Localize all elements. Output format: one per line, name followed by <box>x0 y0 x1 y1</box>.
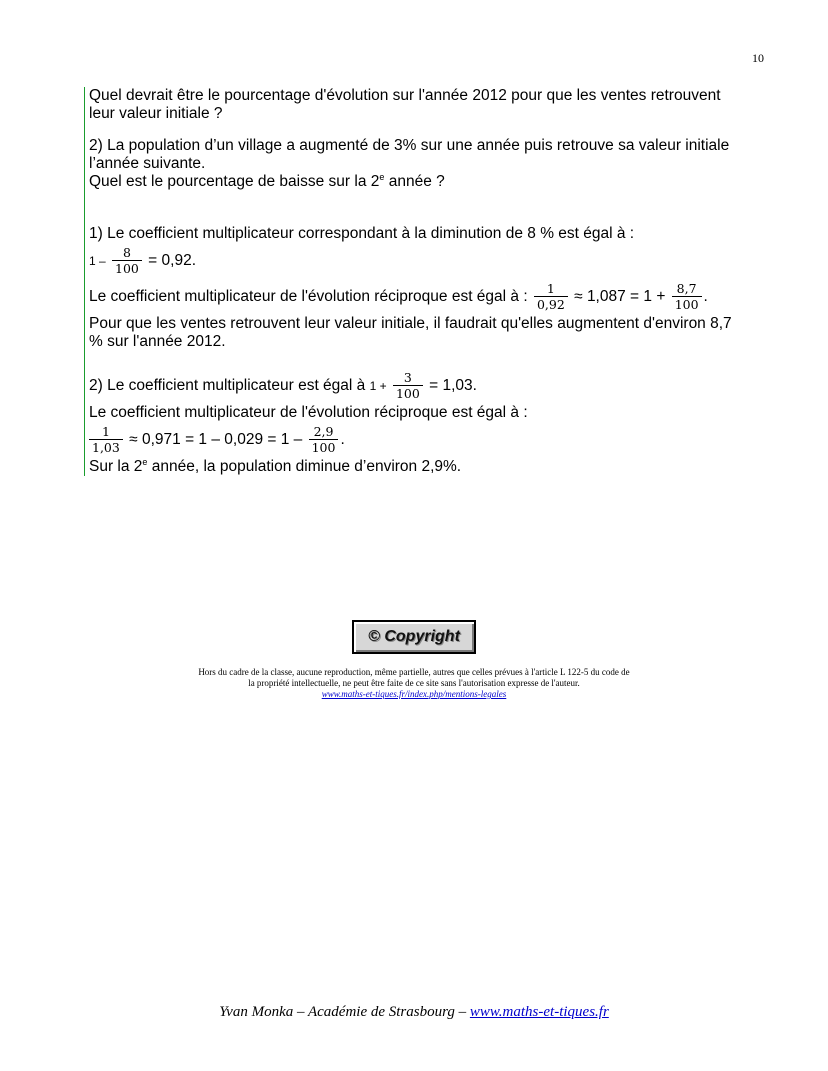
denominator: 100 <box>311 440 336 456</box>
solution-1-reciprocal <box>89 279 779 315</box>
solution-2-line: Le coefficient multiplicateur de l'évolution réciproque est égal à : <box>89 404 528 421</box>
text: année, la population diminue d’environ 2,9%. <box>147 458 462 475</box>
copyright-block <box>0 620 828 654</box>
exercise-content <box>84 87 779 476</box>
question-line: leur valeur initiale ? <box>89 105 223 122</box>
text: ≈ 1,087 = 1 + <box>574 288 666 305</box>
solution-2-reciprocal <box>87 422 779 458</box>
footer-link[interactable]: www.maths-et-tiques.fr <box>469 1004 609 1020</box>
text: 2) Le coefficient multiplicateur est égal à <box>89 377 366 394</box>
copyright-badge: © Copyright <box>352 620 476 654</box>
superscript: e <box>142 457 148 467</box>
legal-line: la propriété intellectuelle, ne peut être faite de ce site sans l'autorisation expresse de l'auteur. <box>248 678 580 688</box>
text: . <box>703 288 708 305</box>
text: . <box>340 431 345 448</box>
text: = 1,03. <box>429 377 477 394</box>
denominator: 100 <box>674 297 699 313</box>
numerator: 1 <box>89 424 123 440</box>
question-2-line: l’année suivante. <box>89 155 206 172</box>
fraction <box>393 370 423 401</box>
solution-1-line: Pour que les ventes retrouvent leur valeur initiale, il faudrait qu'elles augmentent d'environ 8,7 <box>89 315 732 332</box>
question-line: Quel devrait être le pourcentage d'évolution sur l'année 2012 pour que les ventes retrouvent <box>89 87 721 104</box>
page-number: 10 <box>752 51 764 65</box>
page-footer <box>0 1004 828 1021</box>
legal-line: Hors du cadre de la classe, aucune reproduction, même partielle, autres que celles prévues à l'article L 122-5 du code de <box>198 667 630 677</box>
numerator: 2,9 <box>309 424 339 440</box>
denominator: 100 <box>115 261 139 277</box>
text: Quel est le pourcentage de baisse sur la 2 <box>89 173 380 190</box>
numerator: 3 <box>393 370 423 386</box>
legal-notice <box>0 667 828 700</box>
fraction <box>309 424 339 455</box>
solution-1-formula <box>89 243 779 279</box>
solution-2-line <box>89 458 779 476</box>
fraction <box>112 245 142 276</box>
fraction <box>534 281 568 312</box>
text: 1 + <box>369 379 387 393</box>
footer-author: Yvan Monka – Académie de Strasbourg – <box>219 1004 470 1020</box>
solution-2-formula <box>89 368 779 404</box>
text: Le coefficient multiplicateur de l'évolution réciproque est égal à : <box>89 288 528 305</box>
fraction <box>672 281 702 312</box>
denominator: 1,03 <box>92 440 120 456</box>
text: = 0,92. <box>148 252 197 269</box>
superscript: e <box>379 172 385 182</box>
numerator: 8,7 <box>672 281 702 297</box>
question-2-line <box>89 173 779 191</box>
solution-1-line: % sur l'année 2012. <box>89 333 226 350</box>
legal-link[interactable]: www.maths-et-tiques.fr/index.php/mentions-legales <box>321 689 507 699</box>
numerator: 8 <box>112 245 142 261</box>
fraction <box>89 424 123 455</box>
text: 1 – <box>89 254 106 268</box>
denominator: 0,92 <box>536 297 565 313</box>
text: Sur la 2 <box>89 458 143 475</box>
numerator: 1 <box>534 281 568 297</box>
solution-1-line: 1) Le coefficient multiplicateur correspondant à la diminution de 8 % est égal à : <box>89 225 635 242</box>
denominator: 100 <box>395 386 420 402</box>
question-2-line: 2) La population d’un village a augmenté de 3% sur une année puis retrouve sa valeur initiale <box>89 137 730 154</box>
text: ≈ 0,971 = 1 – 0,029 = 1 – <box>129 431 303 448</box>
text: année ? <box>384 173 445 190</box>
